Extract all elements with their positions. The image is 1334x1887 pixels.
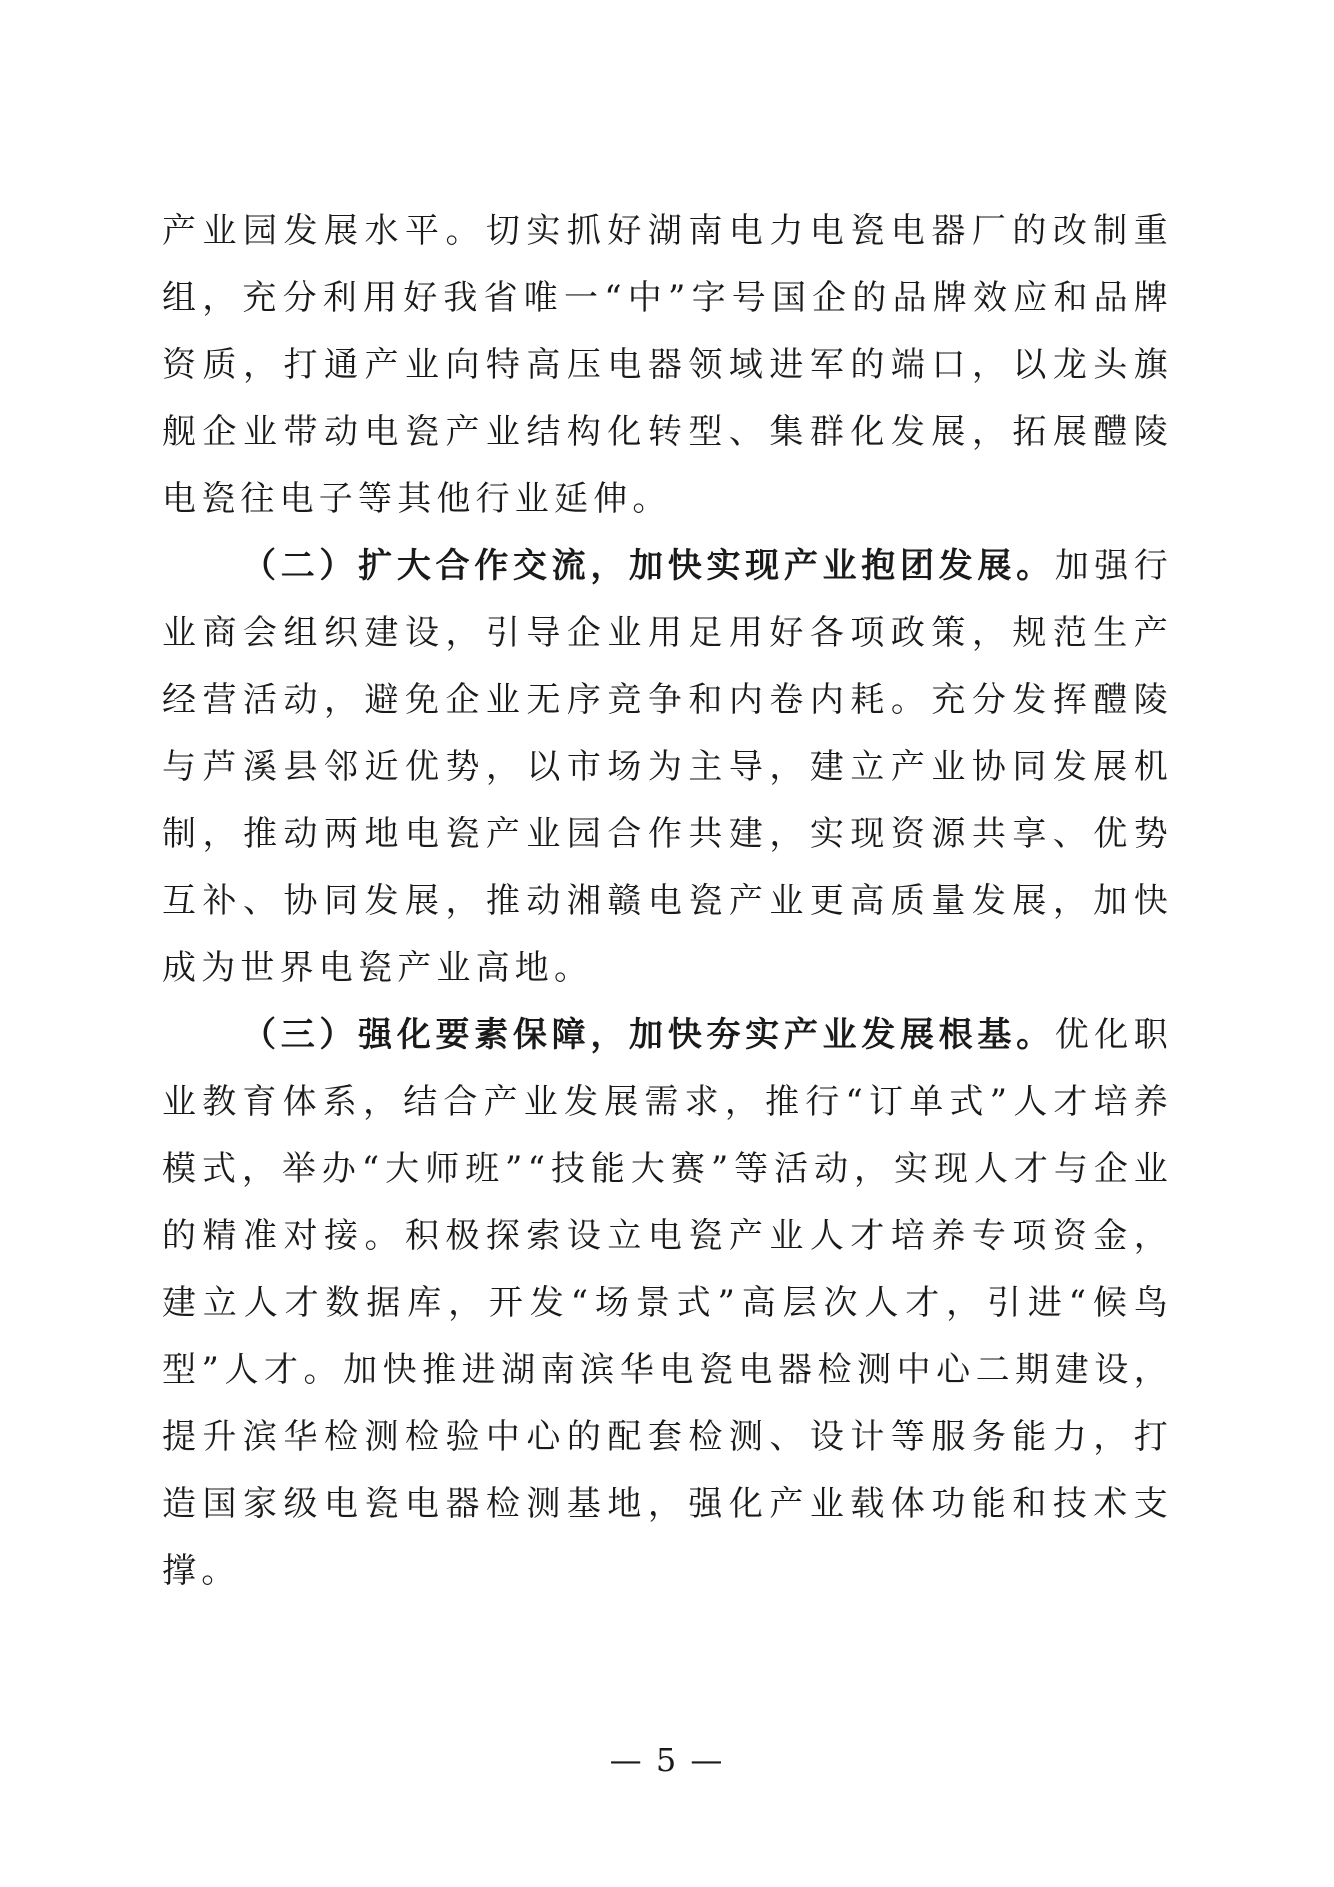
document-body (162, 198, 1173, 1605)
paragraph-text: 产业园发展水平。切实抓好湖南电力电瓷电器厂的改制重组，充分利用好我省唯一“中”字号国企的品牌效应和品牌资质，打通产业向特高压电器领域进军的端口，以龙头旗舰企业带动电瓷产业结构化转型、集群化发展，拓展醴陵电瓷往电子等其他行业延伸。 (162, 211, 1173, 519)
section-heading: （二）扩大合作交流，加快实现产业抱团发展。 (242, 546, 1055, 586)
paragraph-continuation (162, 198, 1173, 533)
paragraph-text: 加强行业商会组织建设，引导企业用足用好各项政策，规范生产经营活动，避免企业无序竞争和内卷内耗。充分发挥醴陵与芦溪县邻近优势，以市场为主导，建立产业协同发展机制，推动两地电瓷产业园合作共建，实现资源共享、优势互补、协同发展，推动湘赣电瓷产业更高质量发展，加快成为世界电瓷产业高地。 (162, 546, 1173, 988)
paragraph-section-2 (162, 533, 1173, 1002)
page-number: — 5 — (609, 1741, 725, 1779)
paragraph-text: 优化职业教育体系，结合产业发展需求，推行“订单式”人才培养模式，举办“大师班”“技能大赛”等活动，实现人才与企业的精准对接。积极探索设立电瓷产业人才培养专项资金，建立人才数据库，开发“场景式”高层次人才，引进“候鸟型”人才。加快推进湖南滨华电瓷电器检测中心二期建设，提升滨华检测检验中心的配套检测、设计等服务能力，打造国家级电瓷电器检测基地，强化产业载体功能和技术支撑。 (162, 1015, 1173, 1591)
paragraph-section-3 (162, 1002, 1173, 1605)
section-heading: （三）强化要素保障，加快夯实产业发展根基。 (242, 1015, 1055, 1055)
